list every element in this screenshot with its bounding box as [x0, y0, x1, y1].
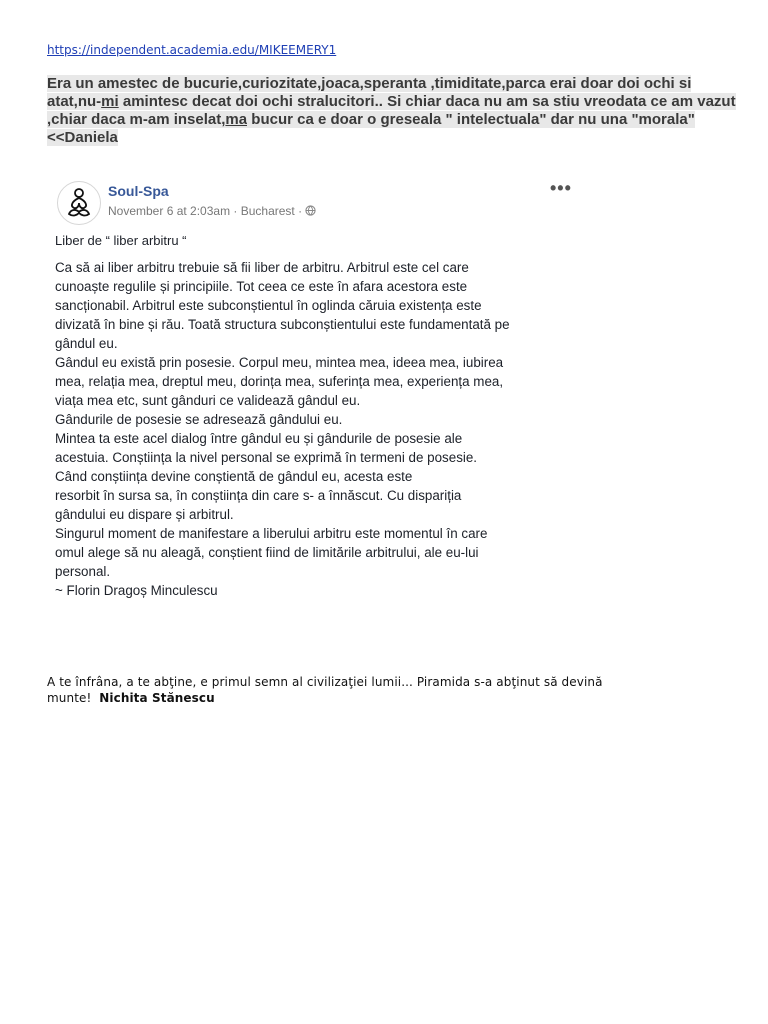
quote-text-2: amintesc decat doi ochi stralucitori.. Si chiar daca nu am sa stiu vreodata ce am vazut ,chiar daca m-am inselat, — [47, 93, 736, 128]
quote-text-1: Era un amestec de bucurie,curiozitate,joaca,speranta ,timiditate,parca erai doar doi ochi si atat,nu- — [47, 75, 692, 110]
more-options-icon[interactable]: ••• — [550, 178, 572, 198]
post-line: viața mea etc, sunt gânduri ce validează gândul eu. — [55, 393, 361, 408]
globe-icon — [305, 205, 316, 216]
lotus-meditation-icon — [65, 187, 93, 219]
closing-quote — [47, 674, 707, 706]
quote-underlined-2: ma — [225, 111, 248, 128]
post-line: Gândurile de posesie se adresează gândului eu. — [55, 412, 343, 427]
post-timestamp[interactable]: November 6 at 2:03am · Bucharest · — [108, 204, 303, 218]
post-line: Gândul eu există prin posesie. Corpul meu, mintea mea, ideea mea, iubirea — [55, 355, 504, 370]
post-line: sancționabil. Arbitrul este subconștientul în oglinda căruia existența este — [55, 298, 482, 313]
profile-link[interactable]: https://independent.academia.edu/MIKEEMERY1 — [47, 43, 337, 57]
post-line: Singurul moment de manifestare a liberului arbitru este momentul în care — [55, 526, 488, 541]
post-author[interactable]: Soul-Spa — [108, 183, 169, 199]
post-title: Liber de “ liber arbitru “ — [55, 233, 187, 248]
post-line: gândul eu. — [55, 336, 118, 351]
post-line: cunoaște regulile și principiile. Tot ceea ce este în afara acestora este — [55, 279, 468, 294]
quote-text-3: bucur ca e doar o greseala " intelectuala" dar nu una "morala" <<Daniela — [47, 111, 695, 146]
post-line: acestuia. Conștiința la nivel personal se exprimă în termeni de posesie. — [55, 450, 478, 465]
post-body — [55, 258, 575, 600]
post-line: omul alege să nu aleagă, conștient fiind de limitările arbitrului, ale eu-lui — [55, 545, 479, 560]
post-line: Mintea ta este acel dialog între gândul eu și gândurile de posesie ale — [55, 431, 463, 446]
avatar[interactable] — [57, 181, 101, 225]
post-line: Ca să ai liber arbitru trebuie să fii liber de arbitru. Arbitrul este cel care — [55, 260, 469, 275]
closing-quote-text: A te înfrâna, a te abţine, e primul semn al civilizaţiei lumii... Piramida s-a abţinut să devină munte! — [47, 675, 603, 705]
post-line: resorbit în sursa sa, în conștiința din care s- a înnăscut. Cu dispariția — [55, 488, 462, 503]
post-line: Când conștiința devine conștientă de gândul eu, acesta este — [55, 469, 413, 484]
post-line: mea, relația mea, dreptul meu, dorința mea, suferința mea, experiența mea, — [55, 374, 504, 389]
quote-paragraph — [47, 75, 737, 147]
closing-quote-author: Nichita Stănescu — [99, 691, 215, 705]
post-line: divizată în bine și rău. Toată structura subconștientului este fundamentată pe — [55, 317, 510, 332]
post-meta — [108, 204, 316, 218]
quote-underlined-1: mi — [101, 93, 119, 110]
post-signature: ~ Florin Dragoș Minculescu — [55, 583, 218, 598]
post-line: personal. — [55, 564, 111, 579]
post-line: gândului eu dispare și arbitrul. — [55, 507, 234, 522]
